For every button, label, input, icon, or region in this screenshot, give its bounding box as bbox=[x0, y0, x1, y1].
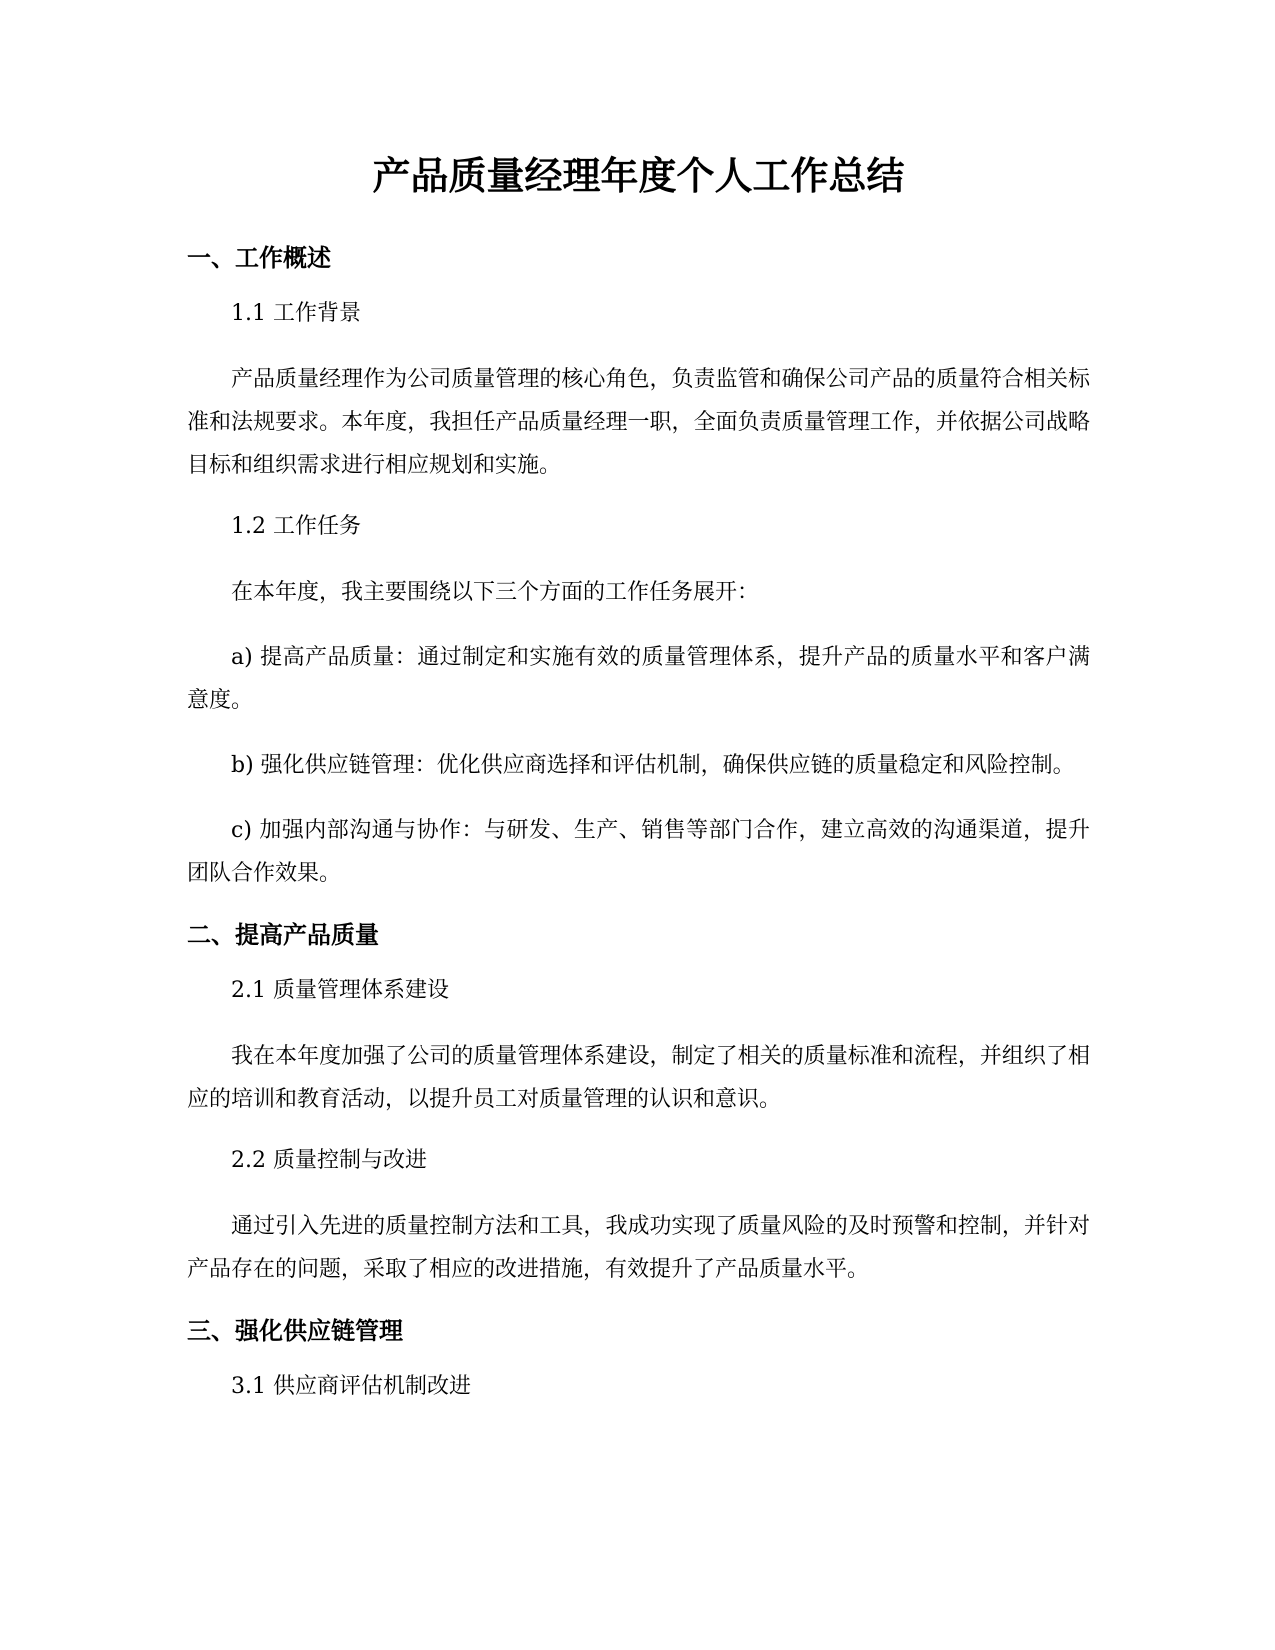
subsection-heading: 2.2 质量控制与改进 bbox=[231, 1148, 427, 1173]
list-item-paragraph: b) 强化供应链管理：优化供应商选择和评估机制，确保供应链的质量稳定和风险控制。 bbox=[231, 753, 1075, 778]
document-title: 产品质量经理年度个人工作总结 bbox=[372, 154, 905, 198]
subsection-heading: 1.1 工作背景 bbox=[231, 301, 361, 326]
paragraph: 通过引入先进的质量控制方法和工具，我成功实现了质量风险的及时预警和控制，并针对产品存在的问题，采取了相应的改进措施，有效提升了产品质量水平。 bbox=[187, 1214, 1090, 1282]
subsection-heading: 1.2 工作任务 bbox=[231, 514, 361, 539]
section-heading: 三、强化供应链管理 bbox=[187, 1317, 403, 1345]
document-body bbox=[187, 148, 1090, 1405]
section-heading: 二、提高产品质量 bbox=[187, 921, 379, 949]
paragraph: 产品质量经理作为公司质量管理的核心角色，负责监管和确保公司产品的质量符合相关标准和法规要求。本年度，我担任产品质量经理一职，全面负责质量管理工作，并依据公司战略目标和组织需求进行相应规划和实施。 bbox=[187, 367, 1090, 478]
list-item-paragraph: a) 提高产品质量：通过制定和实施有效的质量管理体系，提升产品的质量水平和客户满意度。 bbox=[187, 645, 1090, 713]
paragraph: 在本年度，我主要围绕以下三个方面的工作任务展开： bbox=[231, 580, 760, 605]
list-item-paragraph: c) 加强内部沟通与协作：与研发、生产、销售等部门合作，建立高效的沟通渠道，提升团队合作效果。 bbox=[187, 818, 1090, 886]
subsection-heading: 3.1 供应商评估机制改进 bbox=[231, 1374, 471, 1399]
paragraph: 我在本年度加强了公司的质量管理体系建设，制定了相关的质量标准和流程，并组织了相应的培训和教育活动，以提升员工对质量管理的认识和意识。 bbox=[187, 1044, 1090, 1112]
subsection-heading: 2.1 质量管理体系建设 bbox=[231, 978, 449, 1003]
section-heading: 一、工作概述 bbox=[187, 244, 331, 272]
